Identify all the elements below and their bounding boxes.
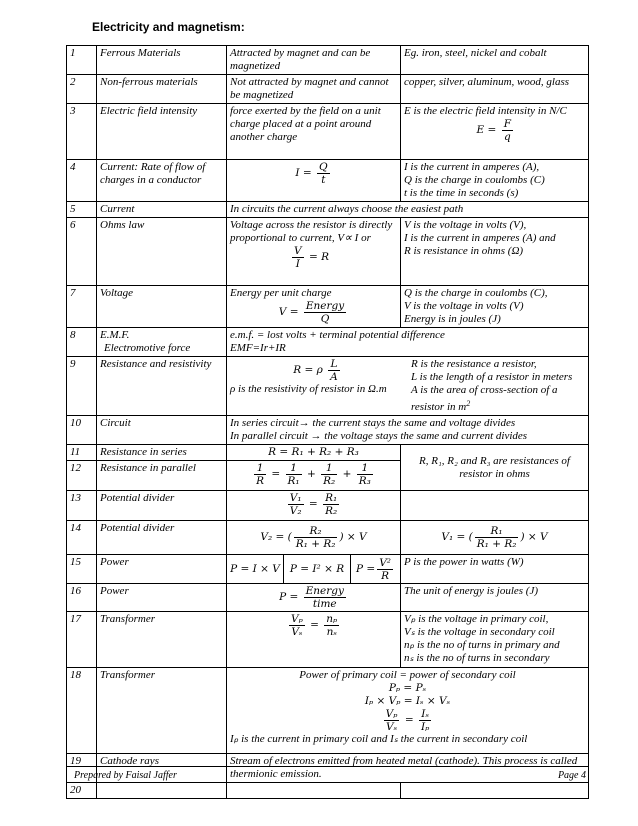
- equation: [404, 118, 585, 143]
- numerator: V₁: [289, 492, 302, 504]
- table-row: [67, 357, 589, 416]
- equation: [230, 245, 397, 270]
- fraction: [384, 708, 400, 733]
- row-term: Power: [97, 555, 227, 584]
- numerator: R₁: [475, 525, 519, 538]
- numerator: L: [328, 358, 340, 371]
- denominator: Vₛ: [386, 721, 398, 733]
- row-number: 8: [67, 328, 97, 357]
- row-term: Potential divider: [97, 521, 227, 555]
- note-line: I is the current in amperes (A) and: [404, 232, 556, 244]
- fraction: [254, 462, 266, 487]
- formula-table: [66, 45, 589, 799]
- row-definition: Stream of electrons emitted from heated metal (cathode). This process is called thermionic emission.: [227, 754, 589, 783]
- note-block: [408, 357, 588, 415]
- note-line: Q is the charge in coulombs (C): [404, 174, 545, 186]
- fraction: [502, 118, 513, 143]
- fraction: [323, 492, 339, 517]
- row-definition: In circuits the current always choose the easiest path: [227, 202, 589, 218]
- row-definition: [227, 416, 589, 445]
- note-line: V is the voltage in volts (V),: [404, 219, 527, 231]
- row-term: Cathode rays: [97, 754, 227, 783]
- fraction: [286, 462, 302, 487]
- row-definition: Not attracted by magnet and cannot be magnetized: [227, 75, 401, 104]
- table-row: [67, 104, 589, 160]
- row-number: 2: [67, 75, 97, 104]
- footer-divider: [66, 766, 588, 767]
- superscript: 2: [466, 399, 471, 408]
- eq-rhs: = R: [308, 251, 329, 263]
- note-line: t is the time in seconds (s): [404, 187, 519, 199]
- fraction: [288, 492, 304, 517]
- table-row: [67, 584, 589, 612]
- footer-page-number: Page 4: [557, 770, 586, 781]
- note-line: nₚ is the no of turns in primary and: [404, 639, 560, 651]
- equation-line: [230, 708, 585, 733]
- denominator: Q: [320, 313, 330, 325]
- row-term: Current: [97, 202, 227, 218]
- numerator: Energy: [305, 300, 345, 312]
- denominator: V₂: [289, 505, 302, 517]
- denominator: R: [381, 569, 390, 582]
- plus-sign: +: [342, 468, 352, 480]
- table-row: [67, 521, 589, 555]
- definition-line: EMF=Ir+IR: [230, 342, 286, 354]
- table-row: [67, 783, 589, 799]
- row-note: [401, 160, 589, 202]
- note-line: Vₛ is the voltage in secondary coil: [404, 626, 555, 638]
- fraction: [328, 358, 340, 383]
- table-row: [67, 218, 589, 286]
- definition-text: Energy per unit charge: [230, 287, 332, 299]
- denominator: Iₚ: [420, 721, 430, 733]
- note-line: nₛ is the no of turns in secondary: [404, 652, 550, 664]
- row-number: 10: [67, 416, 97, 445]
- numerator: V²: [379, 556, 391, 569]
- definition-line: e.m.f. = lost volts + terminal potential difference: [230, 329, 445, 341]
- note-line: [411, 384, 585, 414]
- definition-line: In parallel circuit → the voltage stays the same and current divides: [230, 430, 528, 442]
- table-row: [67, 160, 589, 202]
- row-number: 15: [67, 555, 97, 584]
- row-note: R, R₁, R₂ and R₃ are resistances of resistor in ohms: [401, 445, 589, 491]
- row-equation: [227, 584, 401, 612]
- numerator: 1: [286, 462, 302, 475]
- definition-text: ρ is the resistivity of resistor in Ω.m: [230, 383, 387, 395]
- term-line: Electromotive force: [104, 342, 191, 354]
- eq-lhs: I =: [295, 167, 312, 179]
- row-term: Voltage: [97, 286, 227, 328]
- row-equation: [227, 491, 401, 521]
- denominator: time: [312, 598, 337, 610]
- plus-sign: +: [306, 468, 316, 480]
- equals-sign: =: [271, 468, 281, 480]
- row-number: 20: [67, 783, 97, 799]
- power-equation-3: [351, 557, 400, 582]
- row-number: 7: [67, 286, 97, 328]
- equation: [230, 300, 397, 325]
- row-definition: [227, 286, 401, 328]
- row-number: 11: [67, 445, 97, 461]
- row-term: Electric field intensity: [97, 104, 227, 160]
- numerator: R₂: [294, 525, 338, 538]
- table-row: [67, 491, 589, 521]
- table-row: [67, 555, 589, 584]
- row-definition: [227, 328, 589, 357]
- row-number: 5: [67, 202, 97, 218]
- fraction: [377, 557, 393, 582]
- fraction: [357, 462, 373, 487]
- numerator: Q: [319, 161, 328, 173]
- row-number: 9: [67, 357, 97, 416]
- fraction: [419, 708, 431, 733]
- equation-line: Pₚ = Pₛ: [388, 682, 427, 694]
- row-number: 13: [67, 491, 97, 521]
- row-term: Resistance in series: [97, 445, 227, 461]
- denominator: I: [295, 258, 300, 270]
- row-note: [401, 218, 589, 286]
- row-definition: force exerted by the field on a unit charge placed at a point around another charge: [227, 104, 401, 160]
- table-row: [67, 46, 589, 75]
- fraction: [289, 613, 305, 638]
- row-term: [97, 328, 227, 357]
- numerator: Energy: [305, 585, 344, 597]
- row-number: 16: [67, 584, 97, 612]
- eq-lhs: R = ρ: [293, 364, 323, 376]
- definition-text: Voltage across the resistor is directly proportional to current, V∝ I or: [230, 219, 393, 244]
- row-number: 12: [67, 461, 97, 491]
- denominator: R₃: [358, 475, 371, 487]
- row-term: Transformer: [97, 668, 227, 754]
- denominator: Vₛ: [291, 626, 303, 638]
- row-term: Ohms law: [97, 218, 227, 286]
- page-heading: Electricity and magnetism:: [92, 20, 245, 34]
- denominator: nₛ: [326, 626, 337, 638]
- table-row: [67, 286, 589, 328]
- row-term: Circuit: [97, 416, 227, 445]
- note-line: Vₚ is the voltage in primary coil,: [404, 613, 549, 625]
- fraction: [292, 245, 304, 270]
- table-row: [67, 328, 589, 357]
- table-row: [67, 612, 589, 668]
- table-row: [67, 202, 589, 218]
- definition-line: Iₚ is the current in primary coil and Iₛ the current in secondary coil: [230, 733, 528, 745]
- row-term: Non-ferrous materials: [97, 75, 227, 104]
- fraction: [317, 161, 330, 186]
- numerator: Vₚ: [291, 613, 303, 625]
- row-note: [401, 286, 589, 328]
- row-number: 3: [67, 104, 97, 160]
- row-note: [401, 612, 589, 668]
- row-equation: [227, 612, 401, 668]
- eq-lhs: V =: [278, 306, 299, 318]
- row-term: Current: Rate of flow of charges in a conductor: [97, 160, 227, 202]
- denominator: A: [330, 371, 338, 383]
- denominator: R: [256, 475, 265, 487]
- denominator: R₁: [287, 475, 300, 487]
- row-equation: [227, 160, 401, 202]
- definition-line: Power of primary coil = power of secondary coil: [299, 669, 516, 681]
- row-note: copper, silver, aluminum, wood, glass: [401, 75, 589, 104]
- row-term: Potential divider: [97, 491, 227, 521]
- fraction: [304, 300, 346, 325]
- row-number: 18: [67, 668, 97, 754]
- fraction: [324, 613, 339, 638]
- equals-sign: =: [308, 498, 318, 510]
- fraction: [294, 525, 338, 550]
- note-line: Energy is in joules (J): [404, 313, 501, 325]
- numerator: V: [294, 245, 302, 257]
- row-note: Eg. iron, steel, nickel and cobalt: [401, 46, 589, 75]
- row-number: 1: [67, 46, 97, 75]
- fraction: [304, 585, 346, 610]
- note-line: I is the current in amperes (A),: [404, 161, 540, 173]
- row-term: Resistance in parallel: [97, 461, 227, 491]
- denominator: R₁ + R₂: [476, 538, 517, 550]
- denominator: R₁ + R₂: [295, 538, 336, 550]
- equation: [230, 358, 405, 383]
- denominator: t: [321, 174, 326, 186]
- row-note: [401, 491, 589, 521]
- eq-lhs: V₂ = (: [260, 531, 292, 543]
- note-line: R is resistance in ohms (Ω): [404, 245, 524, 257]
- eq-rhs: ) × V: [520, 531, 548, 543]
- eq-rhs: ) × V: [339, 531, 367, 543]
- numerator: 1: [321, 462, 337, 475]
- note-line: V is the voltage in volts (V): [404, 300, 524, 312]
- table-row: [67, 668, 589, 754]
- definition-line: In series circuit→ the current stays the same and voltage divides: [230, 417, 516, 429]
- row-equation: [227, 555, 401, 584]
- row-number: 19: [67, 754, 97, 783]
- denominator: q: [503, 131, 511, 143]
- eq-lhs: P =: [279, 591, 299, 603]
- row-term: Resistance and resistivity: [97, 357, 227, 416]
- equation-line: Iₚ × Vₚ = Iₛ × Vₛ: [364, 695, 451, 707]
- row-definition: Attracted by magnet and can be magnetized: [227, 46, 401, 75]
- row-definition: [227, 668, 589, 754]
- fraction: [321, 462, 337, 487]
- eq-lhs: E =: [476, 124, 497, 136]
- fraction: [475, 525, 519, 550]
- row-definition: [227, 357, 589, 416]
- row-note: [401, 104, 589, 160]
- table-row: [67, 75, 589, 104]
- note-text: A is the area of cross-section of a resistor in m: [411, 384, 558, 413]
- row-equation: [227, 521, 401, 555]
- denominator: R₂: [325, 505, 338, 517]
- row-note: The unit of energy is joules (J): [401, 584, 589, 612]
- row-note: P is the power in watts (W): [401, 555, 589, 584]
- numerator: F: [503, 118, 511, 130]
- row-number: 14: [67, 521, 97, 555]
- denominator: R₂: [323, 475, 336, 487]
- equals-sign: =: [310, 619, 319, 631]
- eq-lhs: V₁ = (: [441, 531, 473, 543]
- numerator: 1: [357, 462, 373, 475]
- row-note: [401, 783, 589, 799]
- note-line: R is the resistance a resistor,: [411, 358, 537, 370]
- row-equation: [401, 521, 589, 555]
- numerator: nₚ: [326, 613, 338, 625]
- note-line: L is the length of a resistor in meters: [411, 371, 573, 383]
- note-line: Q is the charge in coulombs (C),: [404, 287, 548, 299]
- eq-lhs: P =: [356, 562, 376, 575]
- row-term: Power: [97, 584, 227, 612]
- table-row: [67, 416, 589, 445]
- row-term: Transformer: [97, 612, 227, 668]
- power-equation-1: P = I × V: [227, 555, 284, 583]
- numerator: Iₛ: [419, 708, 431, 721]
- row-equation: [227, 461, 401, 491]
- row-term: Ferrous Materials: [97, 46, 227, 75]
- row-number: 6: [67, 218, 97, 286]
- numerator: Vₚ: [385, 708, 398, 720]
- row-definition: [227, 218, 401, 286]
- power-equation-2: P = I² × R: [284, 555, 351, 583]
- term-line: E.M.F.: [100, 329, 130, 341]
- note-text: E is the electric field intensity in N/C: [404, 105, 567, 117]
- numerator: 1: [254, 462, 266, 475]
- table-row: [67, 445, 589, 461]
- row-definition: [227, 783, 401, 799]
- equals-sign: =: [404, 714, 414, 726]
- row-number: 17: [67, 612, 97, 668]
- row-equation: R = R₁ + R₂ + R₃: [227, 445, 401, 461]
- row-term: [97, 783, 227, 799]
- numerator: R₁: [325, 492, 338, 504]
- row-number: 4: [67, 160, 97, 202]
- definition-block: [227, 357, 408, 415]
- footer-author: Prepared by Faisal Jaffer: [74, 770, 177, 781]
